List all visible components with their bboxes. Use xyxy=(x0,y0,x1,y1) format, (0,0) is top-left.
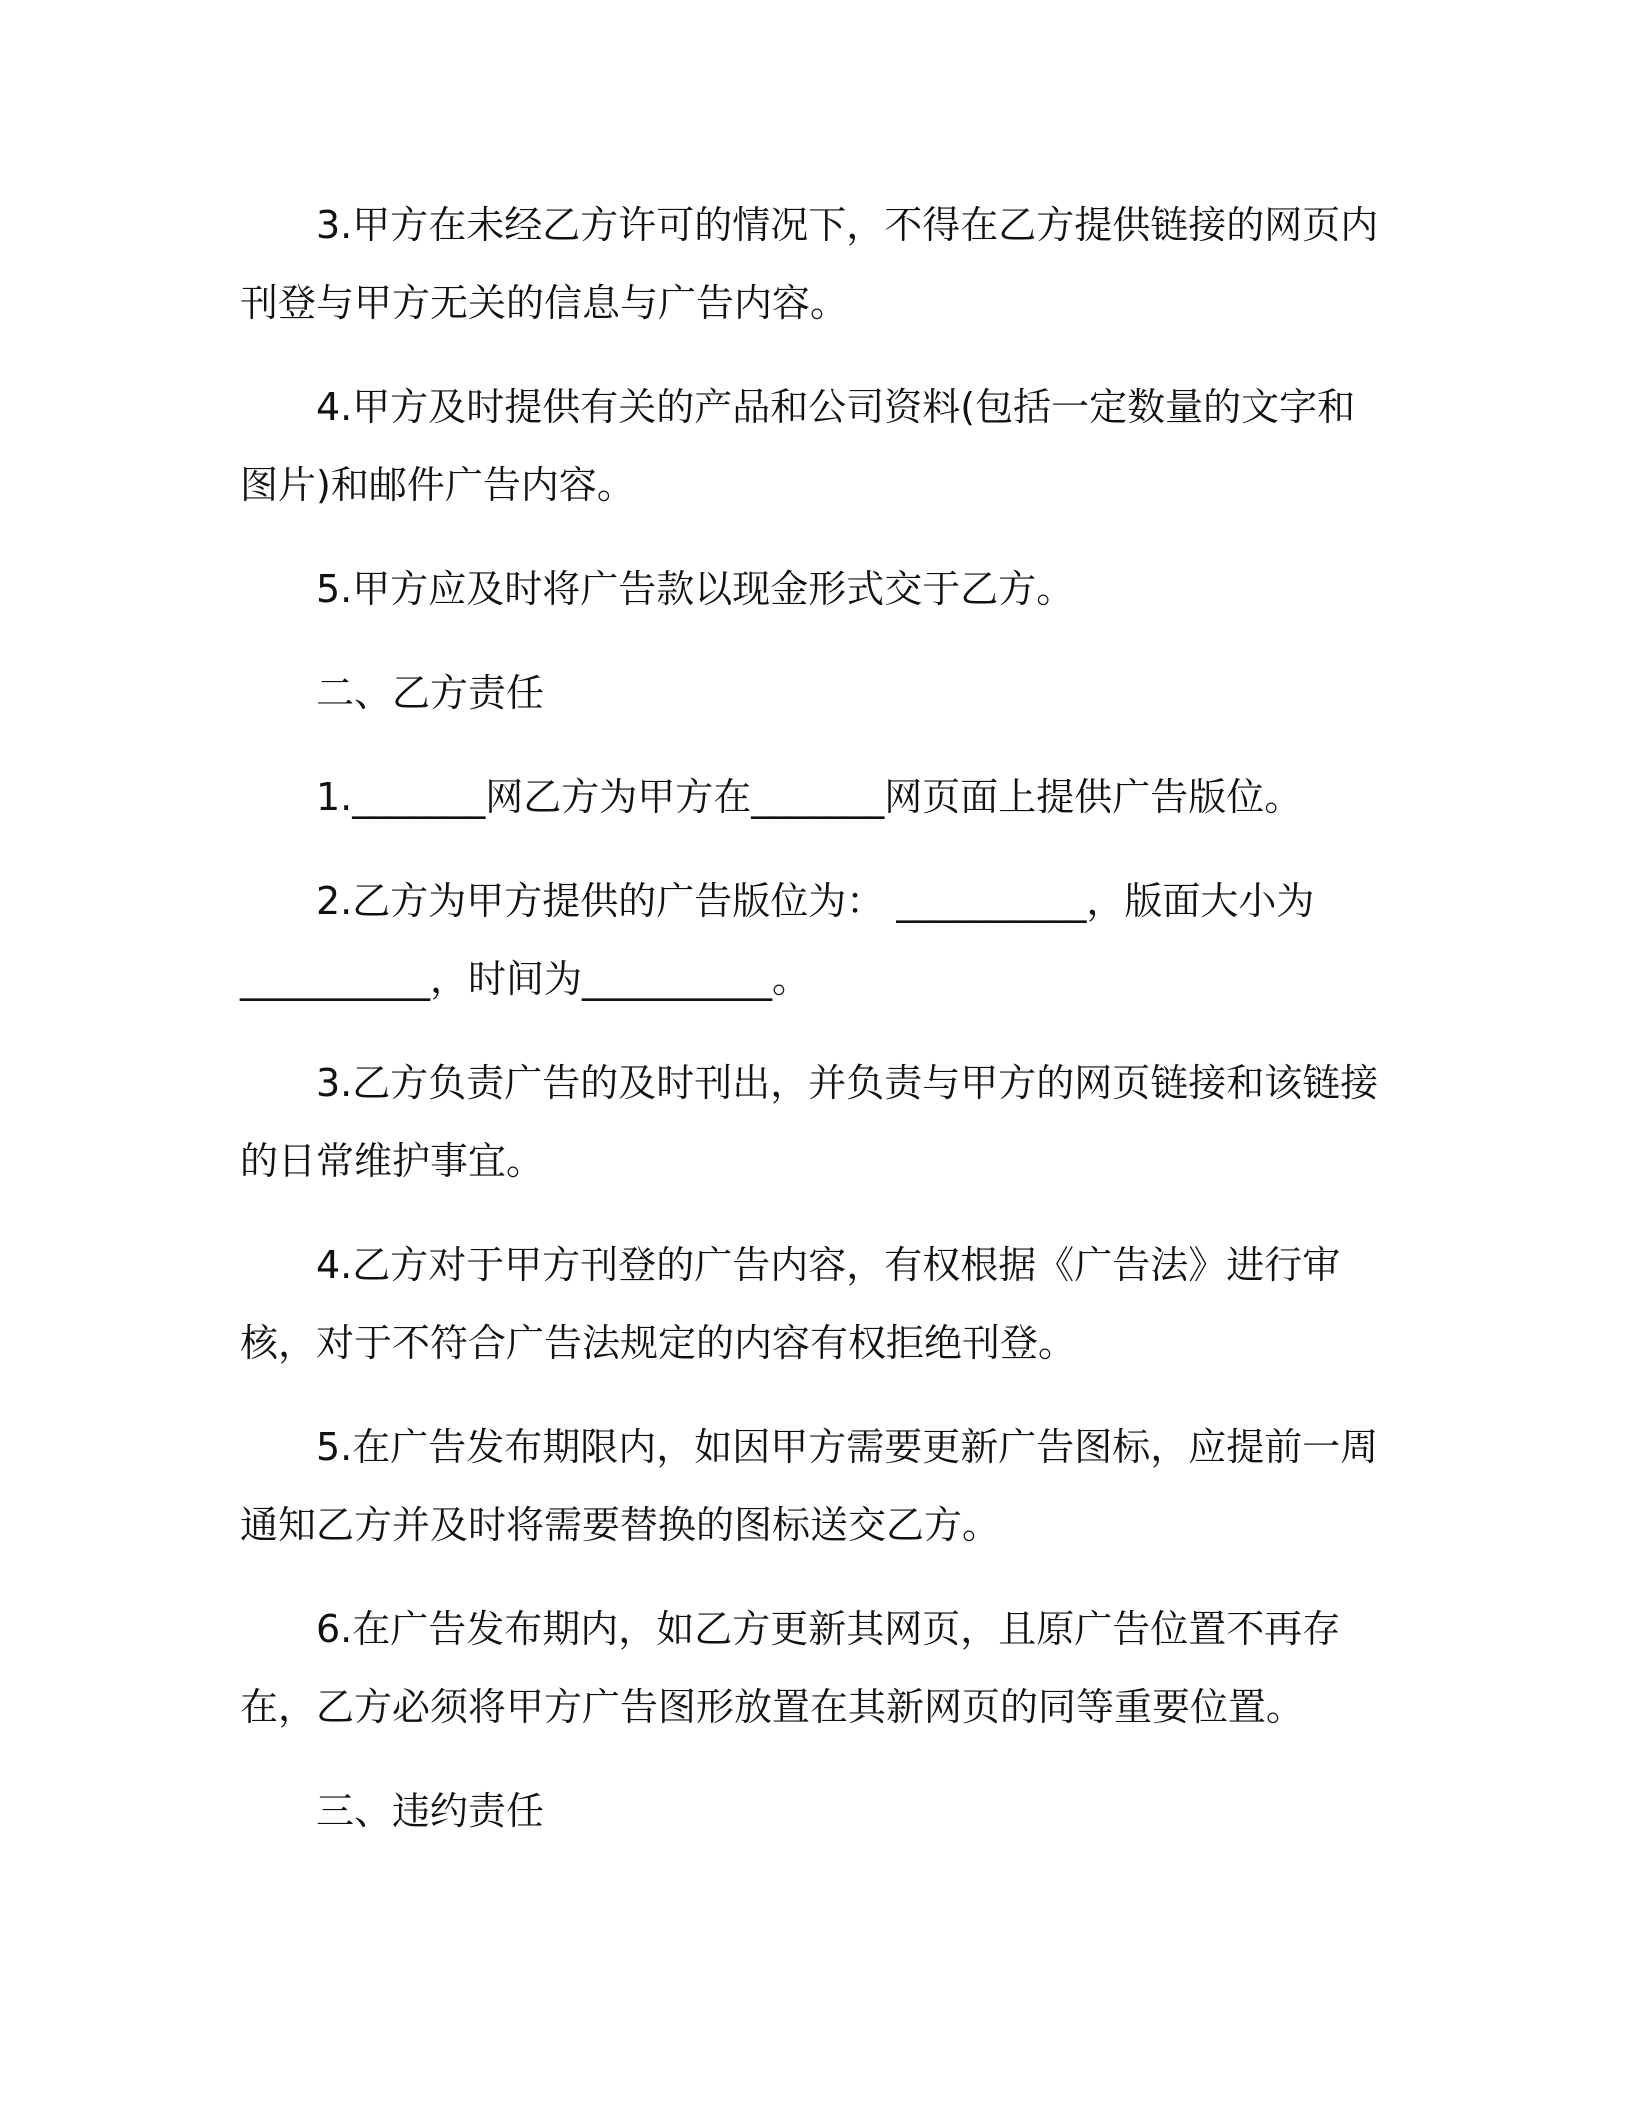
clause-party-a-4: 4.甲方及时提供有关的产品和公司资料(包括一定数量的文字和图片)和邮件广告内容。 xyxy=(240,385,1356,507)
clause-party-b-6: 6.在广告发布期内，如乙方更新其网页，且原广告位置不再存在，乙方必须将甲方广告图形放置在其新网页的同等重要位置。 xyxy=(240,1607,1341,1729)
clause-party-b-2: 2.乙方为甲方提供的广告版位为： __________，版面大小为__________，时间为__________。 xyxy=(240,879,1315,1001)
clause-party-b-5: 5.在广告发布期限内，如因甲方需要更新广告图标，应提前一周通知乙方并及时将需要替换的图标送交乙方。 xyxy=(240,1425,1379,1547)
section-heading-party-b: 二、乙方责任 xyxy=(316,671,545,715)
clause-party-b-1: 1._______网乙方为甲方在_______网页面上提供广告版位。 xyxy=(316,775,1303,819)
clause-party-a-5: 5.甲方应及时将广告款以现金形式交于乙方。 xyxy=(316,567,1075,611)
section-heading-breach: 三、违约责任 xyxy=(316,1789,545,1833)
clause-party-b-4: 4.乙方对于甲方刊登的广告内容，有权根据《广告法》进行审核，对于不符合广告法规定的内容有权拒绝刊登。 xyxy=(240,1243,1341,1365)
clause-party-a-3: 3.甲方在未经乙方许可的情况下，不得在乙方提供链接的网页内刊登与甲方无关的信息与广告内容。 xyxy=(240,203,1379,325)
clause-party-b-3: 3.乙方负责广告的及时刊出，并负责与甲方的网页链接和该链接的日常维护事宜。 xyxy=(240,1061,1379,1183)
document-body xyxy=(240,186,1380,1876)
